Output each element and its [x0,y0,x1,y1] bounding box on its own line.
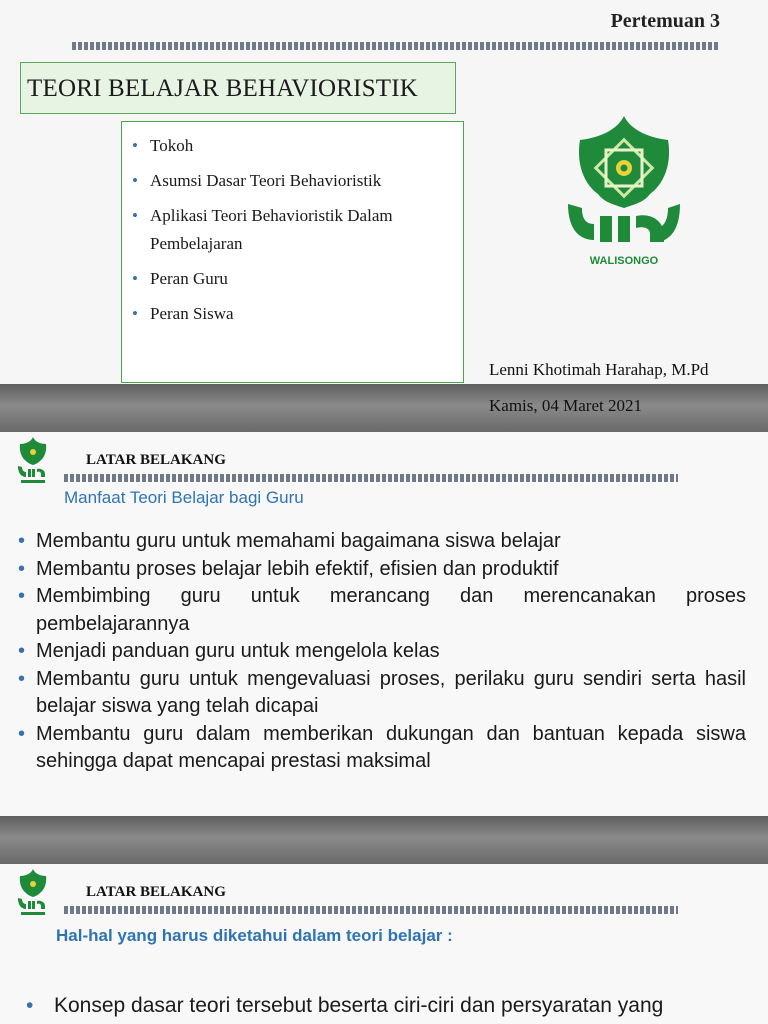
slide-title [0,0,768,432]
title-box [20,62,456,114]
section-heading: LATAR BELAKANG [86,452,226,468]
walisongo-logo-icon [16,436,50,486]
list-item: • Membantu guru untuk mengevaluasi proses, perilaku guru sendiri serta hasil belajar siswa yang telah dicapai [18,666,746,721]
list-item: • Membantu guru dalam memberikan dukungan dan bantuan kepada siswa sehingga dapat mencapai prestasi maksimal [18,721,746,776]
list-item: • Konsep dasar teori tersebut beserta ciri-ciri dan persyaratan yang [26,992,738,1020]
topic-box [121,121,464,383]
meeting-label: Pertemuan 3 [610,10,720,32]
dashed-divider [64,474,678,482]
walisongo-logo-icon [16,868,50,918]
slide-title-text: TEORI BELAJAR BEHAVIORISTIK [27,75,419,102]
slide-knowledge [0,864,768,1024]
knowledge-list [26,992,738,1020]
slide-subheading: Manfaat Teori Belajar bagi Guru [64,488,304,507]
topic-list [130,132,455,335]
list-item: • Membantu guru untuk memahami bagaimana siswa belajar [18,528,746,556]
list-item: • Membantu proses belajar lebih efektif, efisien dan produktif [18,556,746,584]
slide-separator [0,816,768,864]
topic-item: • Aplikasi Teori Behavioristik Dalam Pembelajaran [130,202,455,258]
dashed-divider [72,42,718,50]
topic-item: • Peran Siswa [130,300,455,328]
topic-item: • Asumsi Dasar Teori Behavioristik [130,167,455,195]
walisongo-logo-icon [560,112,688,272]
slide-separator [0,384,768,432]
list-item: • Menjadi panduan guru untuk mengelola kelas [18,638,746,666]
presentation-date: Kamis, 04 Maret 2021 [489,396,642,415]
logo-text: WALISONGO [589,255,659,267]
slide-benefits [0,432,768,816]
list-item: • Membimbing guru untuk merancang dan merencanakan proses pembelajarannya [18,583,746,638]
topic-item: • Tokoh [130,132,455,160]
author-name: Lenni Khotimah Harahap, M.Pd [489,360,709,379]
benefits-list [18,528,746,776]
topic-item: • Peran Guru [130,265,455,293]
section-heading: LATAR BELAKANG [86,884,226,900]
dashed-divider [64,906,678,914]
slide-subheading: Hal-hal yang harus diketahui dalam teori belajar : [56,926,453,945]
